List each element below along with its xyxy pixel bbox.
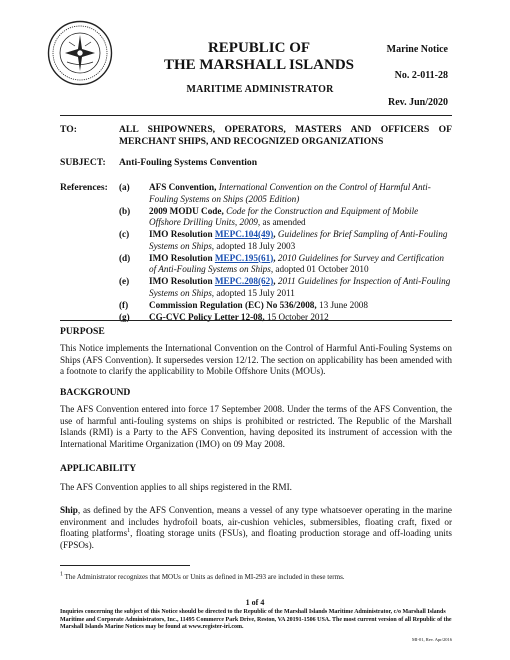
country-line-1: REPUBLIC OF [207, 40, 311, 56]
ship-definition-text: , as defined by the AFS Convention, means a vessel of any type whatsoever operating in the marine environment and includes hydrofoil boats, air-cushion vehicles, submersibles, floating craft, fixed or floating platforms [60, 505, 452, 539]
notice-revision: Rev. Jun/2020 [387, 97, 448, 108]
reference-letter: (b) [119, 205, 131, 216]
reference-note: adopted 15 July 2011 [216, 287, 295, 298]
reference-letter: (c) [119, 229, 130, 239]
applicability-heading: APPLICABILITY [60, 463, 137, 474]
reference-item-d: (d) IMO Resolution MEPC.195(61), 2010 Guidelines for Survey and Certification of Anti-Fouling Systems on Ships, adopted 01 October 2010 [119, 252, 445, 274]
background-text: The AFS Convention entered into force 17 September 2008. Under the terms of the AFS Convention, the use of harmful anti-fouling systems on ships is prohibited or restricted. The Republic of the Marshall Islands (RMI) is a Party to the AFS Convention, having deposited its instrument of accession with the International Maritime Organization (IMO) on 09 May 2008. [60, 404, 452, 449]
subject-text: Anti-Fouling Systems Convention [119, 157, 258, 168]
reference-title: IMO Resolution [149, 276, 213, 286]
notice-number: No. 2-011-28 [394, 70, 448, 81]
references-list [119, 182, 452, 324]
references-divider [60, 320, 452, 321]
ship-definition-text-end: , floating storage units (FSUs), and floating production storage and off-loading units (FPSOs). [60, 528, 452, 550]
reference-description: Code for the Construction and Equipment of Mobile Offshore Drilling Units, 2009, [149, 205, 419, 227]
subject-label: SUBJECT: [60, 157, 106, 168]
reference-letter: (f) [119, 299, 129, 310]
country-line-2: THE MARSHALL ISLANDS [163, 57, 355, 73]
reference-description: Guidelines for Brief Sampling of Anti-Fouling Systems on Ships, [149, 229, 448, 251]
inquiry-notice: Inquiries concerning the subject of this Notice should be directed to the Republic of the Marshall Islands Maritime Administrator, c/o Marshall Islands Maritime and Corporate Administrators, Inc., 11495 Commerce Park Drive, Reston, VA 20191-1506 USA. The most current version of all Republic of the Marshall Islands Marine Notices may be found at www.register-iri.com. [60, 609, 452, 630]
republic-seal-icon [47, 20, 113, 86]
page-number: 1 of 4 [245, 598, 265, 607]
footnote-marker[interactable]: 1 [127, 528, 131, 535]
footnote-divider [60, 565, 190, 566]
mepc-195-link[interactable]: MEPC.195(61) [214, 252, 274, 263]
country-title [156, 40, 362, 74]
header-divider [60, 115, 452, 116]
reference-title: 2009 MODU Code, [149, 205, 224, 216]
administrator-title: MARITIME ADMINISTRATOR [186, 84, 334, 95]
to-label: TO: [60, 124, 77, 135]
notice-type: Marine Notice [386, 44, 448, 55]
background-heading: BACKGROUND [60, 387, 131, 398]
reference-item-a [119, 182, 452, 205]
reference-item-f [119, 300, 452, 312]
reference-item-b [119, 206, 452, 229]
footnote-text: The Administrator recognizes that MOUs or Units as defined in MI-293 are included in these terms. [64, 573, 345, 581]
purpose-heading: PURPOSE [60, 326, 105, 337]
footnote-number: 1 [60, 571, 63, 578]
reference-letter: (d) [119, 252, 131, 263]
reference-title: CG-CVC Policy Letter 12-08, [149, 311, 265, 322]
reference-item-e: (e) IMO Resolution MEPC.208(62), 2011 Guidelines for Inspection of Anti-Fouling Systems on Ships, adopted 15 July 2011 [119, 276, 451, 298]
reference-description: 2011 Guidelines for Inspection of Anti-Fouling Systems on Ships, [149, 276, 451, 298]
purpose-text: This Notice implements the International Convention on the Control of Harmful Anti-Fouling Systems on Ships (AFS Convention). It supersedes version 12/12. The section on applicability has been amended with a footnote to clarify the applicability to Mobile Offshore Units (MOUs). [60, 343, 452, 377]
mepc-104-link[interactable]: MEPC.104(49) [214, 229, 274, 239]
reference-title: Commission Regulation (EC) No 536/2008, [149, 299, 317, 310]
mepc-208-link[interactable]: MEPC.208(62) [214, 276, 274, 286]
to-recipients: ALL SHIPOWNERS, OPERATORS, MASTERS AND OFFICERS OF MERCHANT SHIPS, AND RECOGNIZED ORGANIZATIONS [119, 124, 452, 147]
footnote [60, 573, 452, 581]
ship-definition [60, 505, 452, 551]
reference-note: as amended [262, 217, 306, 227]
form-code: MI-01, Rev. Apr/2016 [412, 637, 452, 642]
reference-title: IMO Resolution [149, 229, 213, 239]
reference-note: 15 October 2012 [266, 311, 329, 322]
reference-title: IMO Resolution [149, 252, 213, 263]
reference-item-g [119, 312, 452, 324]
reference-description: International Convention on the Control of Harmful Anti-Fouling Systems on Ships (2005 Edition) [149, 182, 431, 204]
reference-description: 2010 Guidelines for Survey and Certification of Anti-Fouling Systems on Ships, [149, 252, 445, 274]
reference-title: AFS Convention, [149, 182, 217, 192]
reference-note: adopted 18 July 2003 [216, 240, 296, 251]
references-label: References: [60, 182, 108, 193]
reference-item-c: (c) IMO Resolution MEPC.104(49), Guidelines for Brief Sampling of Anti-Fouling Systems on Ships, adopted 18 July 2003 [119, 229, 448, 251]
reference-note: 13 June 2008 [318, 299, 368, 310]
reference-letter: (g) [119, 311, 130, 322]
ship-term: Ship [60, 505, 78, 515]
reference-letter: (e) [119, 276, 130, 286]
applicability-text-1: The AFS Convention applies to all ships registered in the RMI. [60, 482, 292, 492]
reference-note: adopted 01 October 2010 [275, 264, 369, 274]
reference-letter: (a) [119, 182, 130, 192]
